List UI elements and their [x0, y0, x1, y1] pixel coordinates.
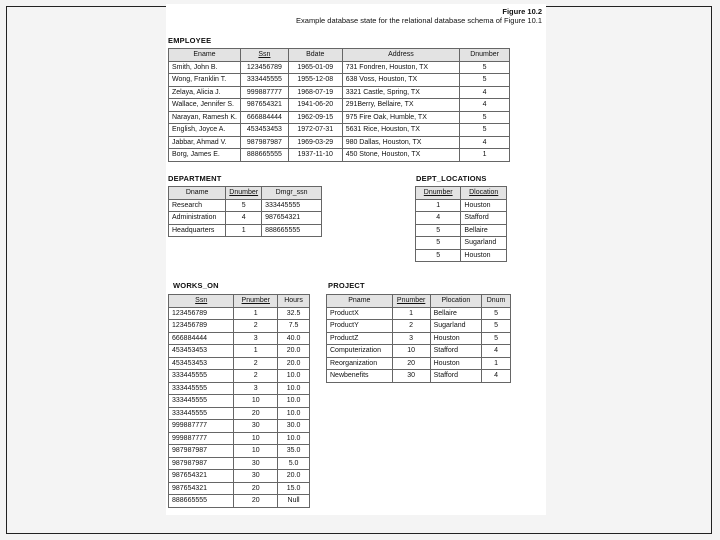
table-cell: 1955-12-08 [288, 74, 342, 87]
table-cell: Houston [461, 199, 507, 212]
table-cell: 20 [392, 357, 430, 370]
table-cell: ProductY [327, 320, 393, 333]
table-cell: 20 [234, 495, 278, 508]
header-row [416, 187, 507, 200]
table-cell: 7.5 [278, 320, 310, 333]
table-cell: 5 [226, 199, 262, 212]
column-header [461, 187, 507, 200]
table-row [327, 307, 511, 320]
table-cell: 10.0 [278, 395, 310, 408]
table-cell: 333445555 [169, 395, 234, 408]
table-cell: Stafford [430, 345, 482, 358]
table-cell: 1 [460, 149, 510, 162]
table-cell: Borg, James E. [169, 149, 241, 162]
table-cell: 10 [392, 345, 430, 358]
table-cell: 40.0 [278, 332, 310, 345]
column-header [169, 49, 241, 62]
table-row [169, 224, 322, 237]
table-row [169, 345, 310, 358]
table-cell: Bellaire [430, 307, 482, 320]
table-cell: 975 Fire Oak, Humble, TX [342, 111, 460, 124]
column-header-label: Address [388, 51, 414, 59]
table-cell: 1 [482, 357, 511, 370]
table-cell: Headquarters [169, 224, 226, 237]
column-header-label: Pnumber [241, 297, 270, 305]
table-cell: 1 [234, 307, 278, 320]
table-row [169, 320, 310, 333]
table-row [169, 420, 310, 433]
table-cell: 999887777 [240, 86, 288, 99]
table-cell: 10.0 [278, 432, 310, 445]
table-cell: Sugarland [461, 237, 507, 250]
table-cell: 1 [234, 345, 278, 358]
table-row [327, 345, 511, 358]
table-cell: 30.0 [278, 420, 310, 433]
table-cell: Houston [430, 332, 482, 345]
table-row [169, 432, 310, 445]
table-row [169, 99, 510, 112]
table-cell: 4 [226, 212, 262, 225]
table-row [169, 445, 310, 458]
table-cell: Smith, John B. [169, 61, 241, 74]
table-cell: 30 [392, 370, 430, 383]
table-cell: 20.0 [278, 357, 310, 370]
table-row [327, 320, 511, 333]
table-cell: 4 [482, 345, 511, 358]
department-table [168, 186, 322, 237]
table-cell: Null [278, 495, 310, 508]
table-cell: 5631 Rice, Houston, TX [342, 124, 460, 137]
employee-table [168, 48, 510, 162]
table-cell: 888665555 [240, 149, 288, 162]
table-cell: 333445555 [262, 199, 322, 212]
table-row [169, 307, 310, 320]
table-row [169, 74, 510, 87]
column-header-label: Hours [284, 297, 303, 305]
table-cell: 4 [460, 99, 510, 112]
table-cell: 10 [234, 395, 278, 408]
table-cell: 123456789 [240, 61, 288, 74]
table-row [169, 212, 322, 225]
table-cell: 980 Dallas, Houston, TX [342, 136, 460, 149]
table-cell: 4 [460, 86, 510, 99]
table-cell: Stafford [461, 212, 507, 225]
table-row [416, 249, 507, 262]
column-header-label: Dnumber [423, 189, 453, 197]
column-header [342, 49, 460, 62]
table-row [169, 136, 510, 149]
table-cell: Reorganization [327, 357, 393, 370]
table-cell: 5.0 [278, 457, 310, 470]
table-cell: 10 [234, 445, 278, 458]
table-row [169, 482, 310, 495]
table-row [169, 495, 310, 508]
table-row [169, 86, 510, 99]
table-cell: 5 [460, 124, 510, 137]
table-cell: Administration [169, 212, 226, 225]
column-header [482, 295, 511, 308]
table-cell: 999887777 [169, 432, 234, 445]
table-cell: 5 [416, 237, 461, 250]
table-cell: 999887777 [169, 420, 234, 433]
table-row [169, 199, 322, 212]
table-cell: 3 [234, 382, 278, 395]
table-cell: 5 [482, 320, 511, 333]
table-cell: Zelaya, Alicia J. [169, 86, 241, 99]
table-cell: Bellaire [461, 224, 507, 237]
header-row [169, 49, 510, 62]
table-cell: ProductX [327, 307, 393, 320]
table-row [169, 470, 310, 483]
table-cell: 987987987 [169, 457, 234, 470]
table-cell: 5 [416, 249, 461, 262]
header-row [169, 187, 322, 200]
project-table [326, 294, 511, 383]
table-cell: 450 Stone, Houston, TX [342, 149, 460, 162]
column-header-label: Pname [348, 297, 371, 305]
table-cell: Narayan, Ramesh K. [169, 111, 241, 124]
column-header-label: Dmgr_ssn [275, 189, 308, 197]
table-cell: 10 [234, 432, 278, 445]
column-header [416, 187, 461, 200]
table-row [169, 382, 310, 395]
table-cell: 666884444 [169, 332, 234, 345]
table-cell: 123456789 [169, 320, 234, 333]
table-row [416, 212, 507, 225]
table-cell: 453453453 [240, 124, 288, 137]
table-row [416, 199, 507, 212]
header-row [169, 295, 310, 308]
figure-caption: Example database state for the relational database schema of Figure 10.1 [296, 16, 542, 25]
column-header [460, 49, 510, 62]
table-cell: 10.0 [278, 407, 310, 420]
table-cell: Houston [461, 249, 507, 262]
table-cell: 453453453 [169, 345, 234, 358]
table-cell: 987654321 [169, 482, 234, 495]
table-cell: 1965-01-09 [288, 61, 342, 74]
table-cell: 1 [392, 307, 430, 320]
column-header [169, 295, 234, 308]
column-header-label: Ssn [195, 297, 208, 305]
table-cell: 3 [234, 332, 278, 345]
column-header [392, 295, 430, 308]
table-cell: 731 Fondren, Houston, TX [342, 61, 460, 74]
column-header [234, 295, 278, 308]
column-header-label: Bdate [306, 51, 325, 59]
table-cell: 2 [234, 320, 278, 333]
table-cell: Jabbar, Ahmad V. [169, 136, 241, 149]
table-row [169, 61, 510, 74]
table-cell: 4 [416, 212, 461, 225]
table-row [169, 124, 510, 137]
table-cell: 987654321 [262, 212, 322, 225]
table-cell: 10.0 [278, 382, 310, 395]
table-cell: 4 [460, 136, 510, 149]
table-cell: Wong, Franklin T. [169, 74, 241, 87]
table-cell: English, Joyce A. [169, 124, 241, 137]
table-cell: 32.5 [278, 307, 310, 320]
table-cell: Research [169, 199, 226, 212]
column-header [278, 295, 310, 308]
table-row [169, 457, 310, 470]
department-heading: DEPARTMENT [168, 174, 222, 183]
table-cell: 5 [482, 307, 511, 320]
column-header-label: Plocation [441, 297, 471, 305]
header-row [327, 295, 511, 308]
column-header-label: Pnumber [396, 297, 426, 305]
table-row [169, 332, 310, 345]
table-cell: 2 [234, 370, 278, 383]
table-cell: 5 [460, 61, 510, 74]
column-header-label: Dlocation [469, 189, 499, 197]
project-heading: PROJECT [328, 281, 365, 290]
table-cell: 987654321 [240, 99, 288, 112]
table-cell: 10.0 [278, 370, 310, 383]
column-header [327, 295, 393, 308]
table-cell: 20.0 [278, 345, 310, 358]
table-cell: 1968-07-19 [288, 86, 342, 99]
table-row [169, 407, 310, 420]
table-cell: 333445555 [240, 74, 288, 87]
table-cell: Stafford [430, 370, 482, 383]
table-cell: 987654321 [169, 470, 234, 483]
table-cell: 291Berry, Bellaire, TX [342, 99, 460, 112]
table-cell: 1 [226, 224, 262, 237]
column-header [226, 187, 262, 200]
column-header-label: Dnumber [229, 189, 259, 197]
dept-locations-heading: DEPT_LOCATIONS [416, 174, 487, 183]
table-cell: Sugarland [430, 320, 482, 333]
table-row [169, 357, 310, 370]
table-row [169, 111, 510, 124]
column-header [288, 49, 342, 62]
table-cell: 30 [234, 457, 278, 470]
table-cell: 333445555 [169, 382, 234, 395]
table-cell: 987987987 [240, 136, 288, 149]
table-row [169, 149, 510, 162]
table-cell: 20.0 [278, 470, 310, 483]
table-row [327, 357, 511, 370]
table-cell: 20 [234, 482, 278, 495]
table-cell: 3 [392, 332, 430, 345]
column-header [240, 49, 288, 62]
table-cell: Houston [430, 357, 482, 370]
table-cell: 333445555 [169, 407, 234, 420]
works-on-heading: WORKS_ON [173, 281, 219, 290]
dept-locations-table [415, 186, 507, 262]
column-header [262, 187, 322, 200]
table-cell: 5 [460, 74, 510, 87]
table-cell: ProductZ [327, 332, 393, 345]
table-cell: 20 [234, 407, 278, 420]
table-cell: 2 [234, 357, 278, 370]
table-cell: 638 Voss, Houston, TX [342, 74, 460, 87]
column-header-label: Ename [193, 51, 216, 59]
table-cell: 123456789 [169, 307, 234, 320]
table-cell: 5 [482, 332, 511, 345]
table-cell: 5 [416, 224, 461, 237]
table-cell: 30 [234, 420, 278, 433]
column-header [169, 187, 226, 200]
table-cell: 1 [416, 199, 461, 212]
table-cell: 1962-09-15 [288, 111, 342, 124]
table-cell: 333445555 [169, 370, 234, 383]
table-cell: 987987987 [169, 445, 234, 458]
works-on-table [168, 294, 310, 508]
table-cell: 30 [234, 470, 278, 483]
table-row [416, 237, 507, 250]
table-row [327, 370, 511, 383]
table-row [416, 224, 507, 237]
table-cell: 666884444 [240, 111, 288, 124]
column-header [430, 295, 482, 308]
table-cell: 888665555 [262, 224, 322, 237]
figure-title: Figure 10.2 [502, 7, 542, 16]
employee-heading: EMPLOYEE [168, 36, 212, 45]
table-cell: 1969-03-29 [288, 136, 342, 149]
table-cell: 15.0 [278, 482, 310, 495]
column-header-label: Dname [185, 189, 209, 197]
table-cell: 1972-07-31 [288, 124, 342, 137]
table-cell: Wallace, Jennifer S. [169, 99, 241, 112]
table-cell: 3321 Castle, Spring, TX [342, 86, 460, 99]
table-cell: 2 [392, 320, 430, 333]
table-row [169, 395, 310, 408]
table-cell: 453453453 [169, 357, 234, 370]
table-cell: 1941-06-20 [288, 99, 342, 112]
table-row [169, 370, 310, 383]
table-cell: 5 [460, 111, 510, 124]
table-cell: Computerization [327, 345, 393, 358]
table-cell: 1937-11-10 [288, 149, 342, 162]
column-header-label: Ssn [258, 51, 271, 59]
column-header-label: Dnumber [470, 51, 499, 59]
table-row [327, 332, 511, 345]
column-header-label: Dnum [486, 297, 506, 305]
figure-page [166, 4, 546, 515]
table-cell: 4 [482, 370, 511, 383]
table-cell: 888665555 [169, 495, 234, 508]
table-cell: Newbenefits [327, 370, 393, 383]
table-cell: 35.0 [278, 445, 310, 458]
